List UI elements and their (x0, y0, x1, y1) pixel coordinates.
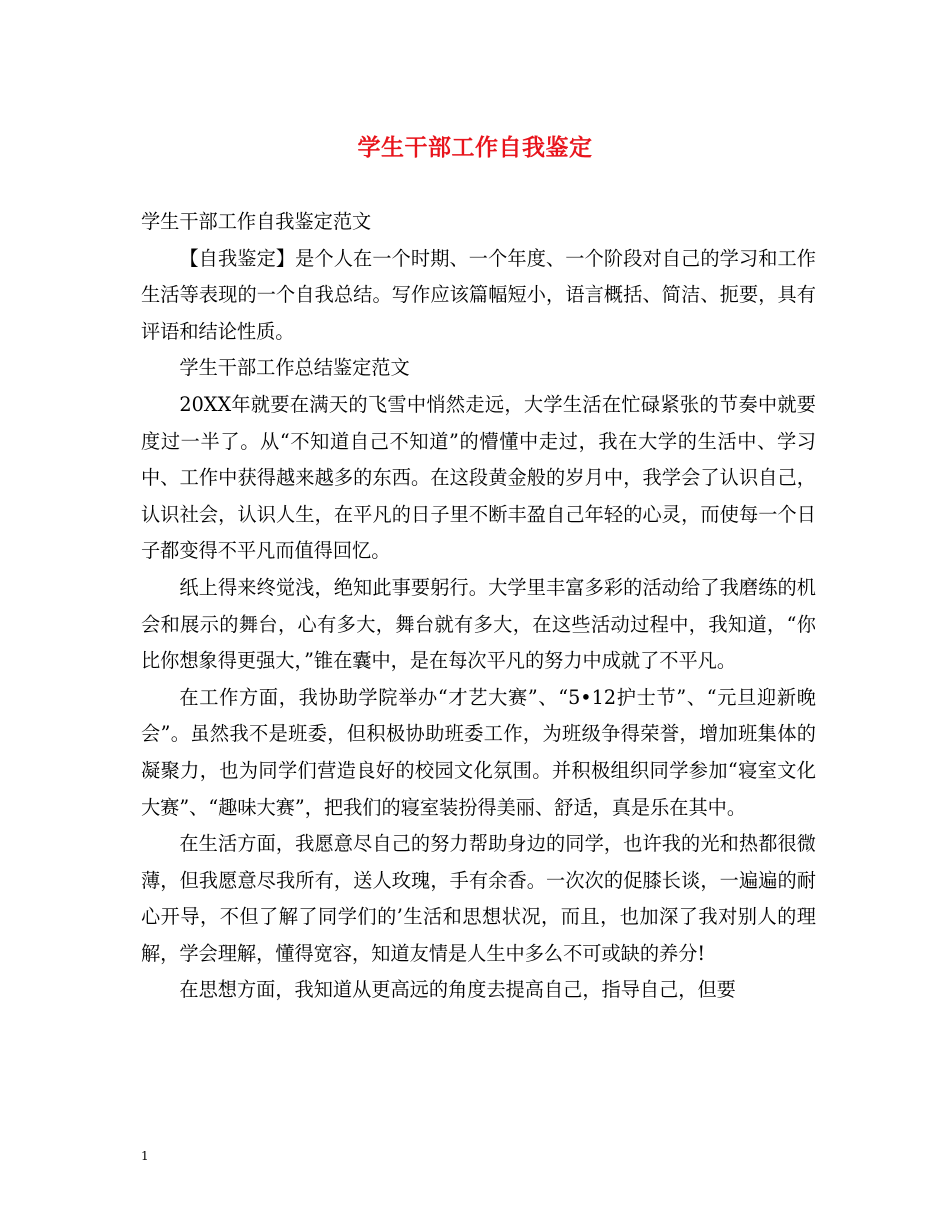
paragraph-definition: 【自我鉴定】是个人在一个时期、一个年度、一个阶段对自己的学习和工作生活等表现的一个自我总结。写作应该篇幅短小，语言概括、简洁、扼要，具有评语和结论性质。 (141, 246, 816, 343)
paragraph-life: 在生活方面，我愿意尽自己的努力帮助身边的同学，也许我的光和热都很微薄，但我愿意尽我所有，送人玫瑰，手有余香。一次次的促膝长谈，一遍遍的耐心开导，不但了解了同学们的’生活和思想状况，而且，也加深了我对别人的理解，学会理解，懂得宽容，知道友情是人生中多么不可或缺的养分! (141, 832, 816, 965)
paragraph-subtitle: 学生干部工作自我鉴定范文 (141, 210, 372, 233)
document-title: 学生干部工作自我鉴定 (357, 134, 593, 161)
document-body (141, 204, 816, 1009)
paragraph-heading: 学生干部工作总结鉴定范文 (179, 356, 410, 380)
paragraph-intro: 20XX年就要在满天的飞雪中悄然走远，大学生活在忙碌紧张的节奏中就要度过一半了。从“不知道自己不知道”的懵懂中走过，我在大学的生活中、学习中、工作中获得越来越多的东西。在这段黄金般的岁月中，我学会了认识自己，认识社会，认识人生，在平凡的日子里不断丰盈自己年轻的心灵，而使每一个日子都变得不平凡而值得回忆。 (141, 392, 816, 563)
paragraph-work: 在工作方面，我协助学院举办“才艺大赛”、“5•12护士节”、“元旦迎新晚会”。虽然我不是班委，但积极协助班委工作，为班级争得荣誉，增加班集体的凝聚力，也为同学们营造良好的校园文化氛围。并积极组织同学参加“寝室文化大赛”、“趣味大赛”，把我们的寝室装扮得美丽、舒适，真是乐在其中。 (141, 685, 816, 819)
paragraph-thought: 在思想方面，我知道从更高远的角度去提高自己，指导自己，但要 (179, 978, 736, 1002)
paragraph-practice: 纸上得来终觉浅，绝知此事要躬行。大学里丰富多彩的活动给了我磨练的机会和展示的舞台，心有多大，舞台就有多大，在这些活动过程中，我知道，“你比你想象得更强大，”锥在囊中，是在每次平凡的努力中成就了不平凡。 (141, 575, 816, 673)
page-number: 1 (141, 1149, 149, 1163)
